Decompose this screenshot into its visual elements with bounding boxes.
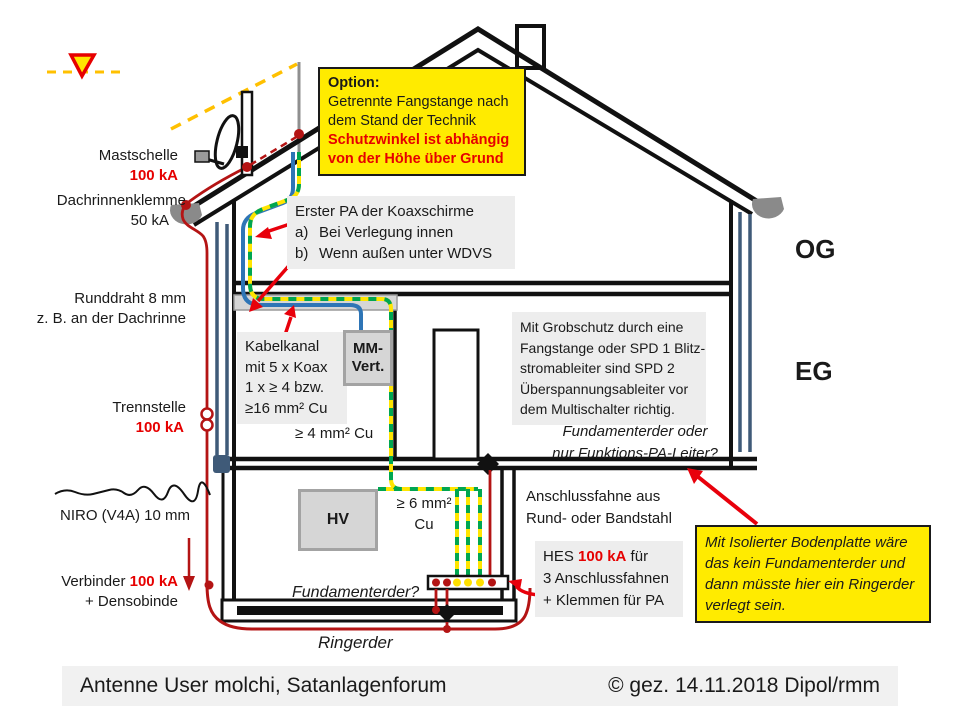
niro-label: NIRO (V4A) 10 mm bbox=[60, 507, 191, 524]
hes-terminal-dot bbox=[432, 579, 440, 587]
bodenplatte-arrow bbox=[697, 476, 757, 524]
anschlussfahne-line1: Anschlussfahne aus bbox=[526, 488, 661, 505]
interior-shaft bbox=[434, 330, 478, 459]
downpipe-left bbox=[217, 222, 227, 455]
bodenplatte-line1: Mit Isolierter Bodenplatte wäre bbox=[705, 534, 908, 551]
verbinder-label bbox=[30, 572, 178, 612]
erster-pa-key-a: a) bbox=[295, 224, 309, 241]
erster-pa-note-box bbox=[287, 196, 515, 269]
ringerder-label: Ringerder bbox=[318, 633, 393, 652]
kabelkanal-line2: mit 5 x Koax bbox=[245, 358, 328, 376]
fundamenterder-label: Fundamenterder? bbox=[292, 584, 420, 601]
option-body2: dem Stand der Technik bbox=[328, 113, 477, 129]
cu4-label: ≥ 4 mm² Cu bbox=[295, 425, 374, 442]
downpipe-right bbox=[740, 212, 750, 452]
grobschutz-line4: Überspannungsableiter vor bbox=[520, 380, 689, 397]
mastschelle-dot bbox=[242, 162, 252, 172]
floor-og bbox=[234, 283, 731, 294]
grobschutz-line3: stromableiter sind SPD 2 bbox=[520, 360, 675, 376]
pa-connection-diamond bbox=[477, 453, 499, 475]
hes-terminal-dot bbox=[443, 579, 451, 587]
hes-line3: + Klemmen für PA bbox=[543, 592, 665, 609]
downpipe-left-cap bbox=[213, 455, 230, 473]
cu6-label bbox=[378, 493, 470, 535]
trennstelle-symbol bbox=[202, 409, 213, 420]
mast-fangstange-dashed-link bbox=[250, 136, 298, 165]
cu6-line1: ≥ 6 mm² bbox=[396, 495, 452, 512]
verbinder-line2: + Densobinde bbox=[85, 593, 178, 610]
verbinder-pre: Verbinder bbox=[61, 573, 130, 590]
eg-label: EG bbox=[795, 356, 833, 386]
option-body1: Getrennte Fangstange nach bbox=[328, 94, 509, 110]
bodenplatte-arrow-head-icon bbox=[687, 468, 703, 484]
mastschelle-value: 100 kA bbox=[129, 167, 178, 184]
bodenplatte-line2: das kein Fundamenterder und bbox=[705, 555, 906, 572]
hes-terminal-dot bbox=[476, 579, 484, 587]
air-terminal-symbol-icon bbox=[71, 55, 94, 76]
gutter-right bbox=[752, 197, 784, 218]
hes-note-box bbox=[535, 541, 683, 617]
kabelkanal-line1: Kabelkanal bbox=[245, 338, 320, 355]
trennstelle-text: Trennstelle bbox=[112, 399, 186, 416]
mm-vert-line1: MM- bbox=[353, 340, 383, 357]
runddraht-line1: Runddraht 8 mm bbox=[74, 290, 186, 307]
lnb-head bbox=[195, 151, 209, 162]
option-warn1: Schutzwinkel ist abhängig bbox=[328, 132, 510, 148]
cu6-line2: Cu bbox=[414, 516, 434, 533]
footer-credit-right: © gez. 14.11.2018 Dipol/rmm bbox=[608, 674, 880, 697]
erster-pa-item-b: Wenn außen unter WDVS bbox=[319, 245, 493, 262]
fundament-frage-line2: nur Funktions-PA-Leiter? bbox=[552, 445, 718, 462]
ring-connection-dot bbox=[443, 625, 451, 633]
multiswitch-distributor-box bbox=[343, 330, 393, 386]
trennstelle-value: 100 kA bbox=[135, 419, 184, 436]
verbinder-value: 100 kA bbox=[129, 573, 178, 590]
hes-line2: 3 Anschlussfahnen bbox=[543, 570, 669, 587]
trennstelle-symbol bbox=[202, 420, 213, 431]
grobschutz-line5: dem Multischalter richtig. bbox=[520, 401, 675, 417]
anschlussfahne-label bbox=[526, 486, 672, 530]
hes-value: 100 kA bbox=[578, 548, 627, 565]
kabelkanal-line4: ≥16 mm² Cu bbox=[245, 399, 328, 417]
option-warn2: von der Höhe über Grund bbox=[328, 151, 504, 167]
erster-pa-item-a: Bei Verlegung innen bbox=[319, 224, 454, 241]
dish-mount bbox=[236, 146, 248, 158]
fundamenterder-bar bbox=[237, 606, 503, 615]
mm-vert-line2: Vert. bbox=[351, 358, 385, 375]
hes-terminal-dot bbox=[453, 579, 461, 587]
option-title: Option: bbox=[328, 75, 380, 91]
bodenplatte-line3: dann müsste hier ein Ringerder bbox=[705, 576, 915, 593]
kabelkanal-note-box bbox=[237, 332, 347, 424]
hes-pre: HES bbox=[543, 548, 579, 565]
grobschutz-line2: Fangstange oder SPD 1 Blitz- bbox=[520, 339, 706, 356]
hes-post: für bbox=[626, 548, 649, 565]
hes-terminal-dot bbox=[464, 579, 472, 587]
dachrinnenklemme-text: Dachrinnenklemme bbox=[56, 192, 186, 209]
erster-pa-arrow-a-head-icon bbox=[255, 227, 272, 239]
fundament-frage-line1: Fundamenterder oder bbox=[562, 423, 708, 440]
anschlussfahne-line2: Rund- oder Bandstahl bbox=[526, 510, 672, 527]
grobschutz-note-box bbox=[512, 312, 706, 425]
runddraht-line2: z. B. an der Dachrinne bbox=[36, 310, 186, 327]
runddraht-label bbox=[30, 289, 186, 329]
hes-terminal-dot bbox=[488, 579, 496, 587]
bodenplatte-line4: verlegt sein. bbox=[705, 597, 786, 614]
ground-line bbox=[55, 482, 210, 501]
fundament-frage-label bbox=[530, 421, 740, 465]
footer-credit-left: Antenne User molchi, Satanlagenforum bbox=[80, 674, 447, 697]
fangstange-dot bbox=[294, 129, 304, 139]
trennstelle-label bbox=[30, 398, 186, 438]
erster-pa-title: Erster PA der Koaxschirme bbox=[295, 203, 474, 220]
erster-pa-key-b: b) bbox=[295, 245, 309, 262]
dachrinnenklemme-label bbox=[30, 191, 186, 231]
dachrinnenklemme-value: 50 kA bbox=[130, 212, 169, 229]
bodenplatte-note-box bbox=[695, 525, 931, 623]
verbinder-arrowhead-icon bbox=[183, 576, 195, 591]
kabelkanal-line3: 1 x ≥ 4 bzw. bbox=[245, 379, 325, 396]
og-label: OG bbox=[795, 234, 836, 264]
grobschutz-line1: Mit Grobschutz durch eine bbox=[520, 319, 684, 335]
footer-bar bbox=[62, 666, 898, 706]
mastschelle-label bbox=[30, 146, 178, 186]
option-note-box bbox=[318, 67, 526, 176]
hv-distribution-box: HV bbox=[298, 489, 378, 551]
mastschelle-text: Mastschelle bbox=[98, 147, 178, 164]
